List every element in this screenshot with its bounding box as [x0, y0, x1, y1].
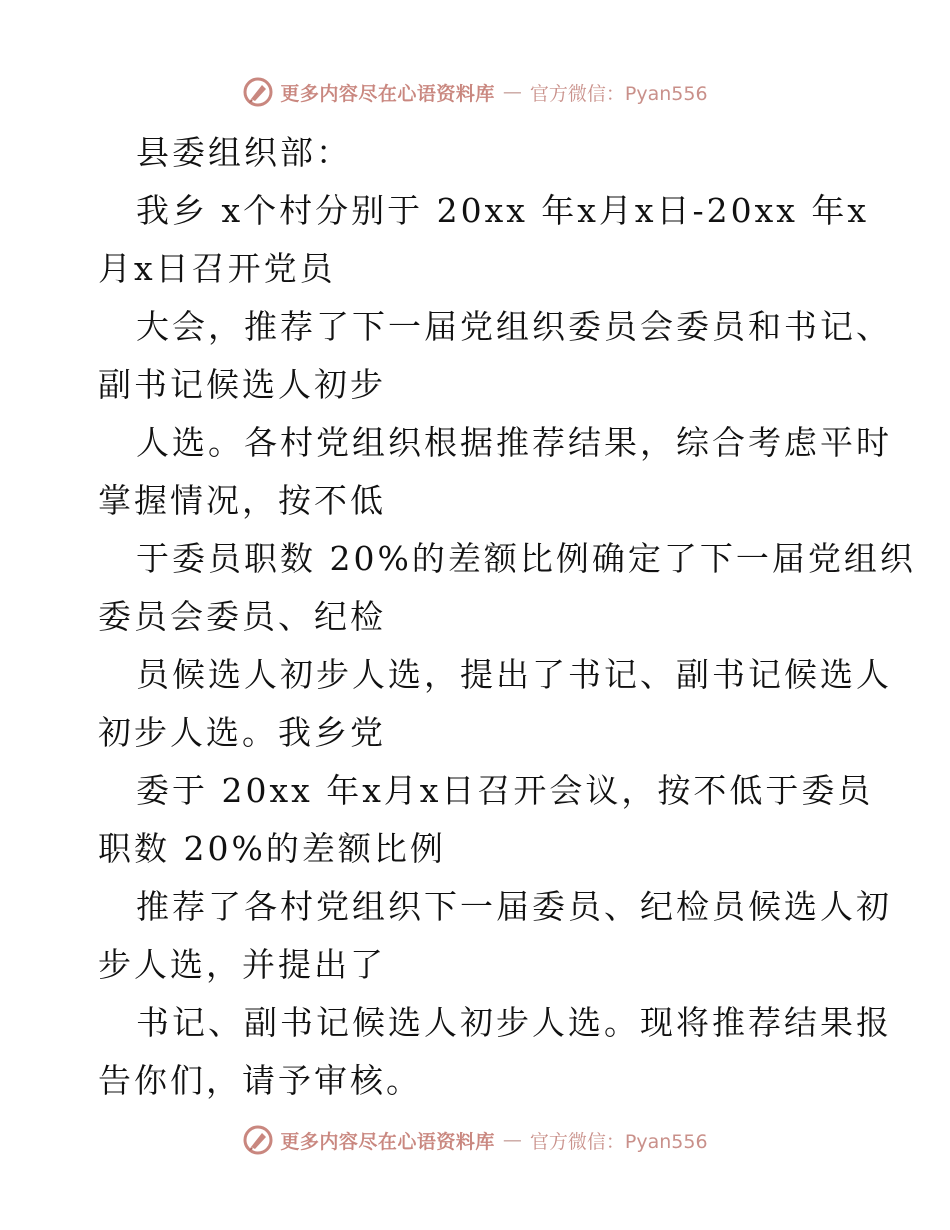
document-body [98, 124, 916, 1110]
paragraph-line: 大会，推荐了下一届党组织委员会委员和书记、 [136, 307, 892, 346]
watermark-sub-text: 官方微信：Pyan556 [529, 1130, 708, 1153]
paragraph-line: 告你们，请予审核。 [98, 1061, 422, 1100]
paragraph-line: 职数 20%的差额比例 [98, 829, 446, 868]
watermark-separator: — [502, 1129, 522, 1151]
paragraph-line: 步人选，并提出了 [98, 945, 386, 984]
paragraph-line: 副书记候选人初步 [98, 365, 386, 404]
footer-watermark [0, 1120, 950, 1160]
salutation: 县委组织部： [136, 133, 352, 172]
watermark-main-text: 更多内容尽在心语资料库 [280, 82, 495, 105]
paragraph-line: 我乡 x个村分别于 20xx 年x月x日-20xx 年x [136, 191, 869, 230]
paragraph-line: 于委员职数 20%的差额比例确定了下一届党组织 [136, 539, 916, 578]
watermark-main-text: 更多内容尽在心语资料库 [280, 1130, 495, 1153]
paragraph-line: 人选。各村党组织根据推荐结果，综合考虑平时 [136, 423, 892, 462]
watermark-sub-text: 官方微信：Pyan556 [529, 82, 708, 105]
paragraph-line: 书记、副书记候选人初步人选。现将推荐结果报 [136, 1003, 892, 1042]
header-watermark [0, 72, 950, 112]
paragraph-line: 委员会委员、纪检 [98, 597, 386, 636]
paragraph-line: 月x日召开党员 [98, 249, 336, 288]
paragraph-line: 推荐了各村党组织下一届委员、纪检员候选人初 [136, 887, 892, 926]
pen-nib-logo-icon [242, 1124, 274, 1156]
pen-nib-logo-icon [242, 76, 274, 108]
paragraph-line: 掌握情况，按不低 [98, 481, 386, 520]
paragraph-line: 初步人选。我乡党 [98, 713, 386, 752]
watermark-separator: — [502, 81, 522, 103]
paragraph-line: 委于 20xx 年x月x日召开会议，按不低于委员 [136, 771, 874, 810]
paragraph-line: 员候选人初步人选，提出了书记、副书记候选人 [136, 655, 892, 694]
